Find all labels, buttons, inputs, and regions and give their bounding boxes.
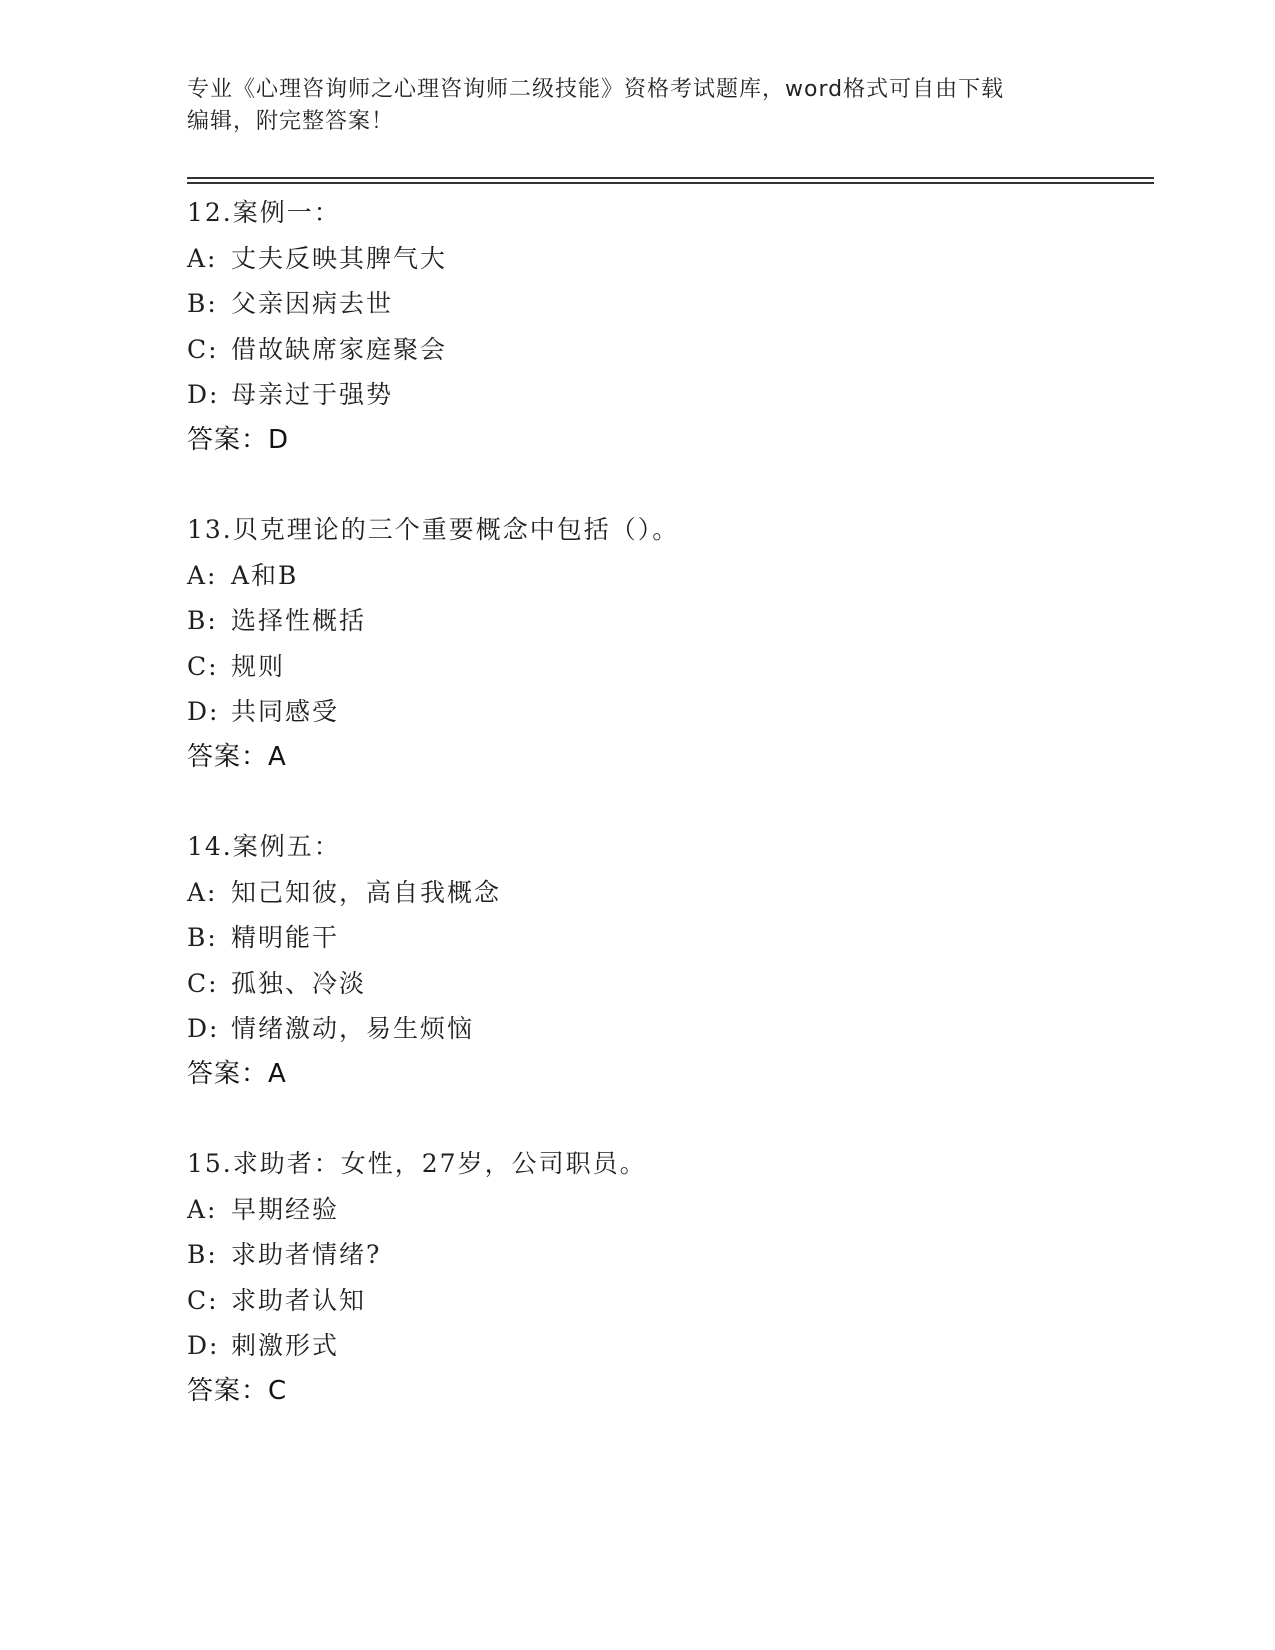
option-text: 父亲因病去世 <box>231 289 394 318</box>
option-a <box>187 1187 1147 1233</box>
option-d <box>187 689 1147 735</box>
header-line-1: 专业《心理咨询师之心理咨询师二级技能》资格考试题库，word格式可自由下载 <box>187 77 1005 102</box>
option-letter: C: <box>187 334 219 364</box>
option-text: 选择性概括 <box>231 606 367 635</box>
question-stem: 14.案例五： <box>187 832 341 861</box>
option-text: 母亲过于强势 <box>231 380 394 409</box>
option-d <box>187 1006 1147 1052</box>
option-text: 共同感受 <box>231 697 340 726</box>
option-a <box>187 553 1147 599</box>
option-letter: A: <box>187 1194 218 1224</box>
option-text: 求助者认知 <box>231 1285 367 1315</box>
question-stem: 15.求助者：女性，27岁，公司职员。 <box>187 1149 647 1178</box>
option-c <box>187 1278 1147 1324</box>
option-c <box>187 327 1147 373</box>
option-c <box>187 961 1147 1007</box>
option-letter: C: <box>187 651 219 681</box>
option-b <box>187 915 1147 961</box>
option-text: A和B <box>231 560 299 590</box>
question-stem: 13.贝克理论的三个重要概念中包括（）。 <box>187 515 680 544</box>
question-15 <box>187 1141 1147 1414</box>
document-header <box>187 74 1087 138</box>
option-letter: B: <box>187 1240 218 1269</box>
question-13 <box>187 507 1147 780</box>
option-letter: B: <box>187 606 218 635</box>
option-text: 丈夫反映其脾气大 <box>231 243 448 273</box>
question-12 <box>187 190 1147 463</box>
option-text: 规则 <box>231 651 286 681</box>
option-text: 知己知彼，高自我概念 <box>231 877 502 907</box>
option-letter: B: <box>187 289 218 318</box>
header-divider-top <box>187 177 1154 179</box>
option-text: 早期经验 <box>231 1194 340 1224</box>
option-a <box>187 870 1147 916</box>
answer-line: 答案：A <box>187 1058 287 1089</box>
option-letter: D: <box>187 1331 220 1360</box>
option-letter: C: <box>187 968 219 998</box>
option-text: 精明能干 <box>231 923 340 952</box>
option-letter: A: <box>187 560 218 590</box>
option-text: 孤独、冷淡 <box>231 968 367 998</box>
option-text: 刺激形式 <box>231 1331 340 1360</box>
option-text: 借故缺席家庭聚会 <box>231 334 448 364</box>
option-d <box>187 372 1147 418</box>
option-c <box>187 644 1147 690</box>
option-a <box>187 236 1147 282</box>
header-divider-bottom <box>187 182 1154 184</box>
option-letter: A: <box>187 877 218 907</box>
answer-line: 答案：A <box>187 741 287 772</box>
option-text: 求助者情绪? <box>231 1240 382 1269</box>
answer-line: 答案：D <box>187 424 290 455</box>
question-14 <box>187 824 1147 1097</box>
option-letter: A: <box>187 243 218 273</box>
option-letter: B: <box>187 923 218 952</box>
header-line-2: 编辑，附完整答案！ <box>187 109 395 134</box>
option-letter: D: <box>187 380 220 409</box>
question-list <box>187 190 1147 1458</box>
option-b <box>187 281 1147 327</box>
option-letter: D: <box>187 1014 220 1043</box>
option-b <box>187 1232 1147 1278</box>
option-b <box>187 598 1147 644</box>
option-text: 情绪激动，易生烦恼 <box>231 1014 475 1043</box>
option-letter: D: <box>187 697 220 726</box>
option-letter: C: <box>187 1285 219 1315</box>
option-d <box>187 1323 1147 1369</box>
question-stem: 12.案例一： <box>187 198 341 227</box>
answer-line: 答案：C <box>187 1375 288 1406</box>
